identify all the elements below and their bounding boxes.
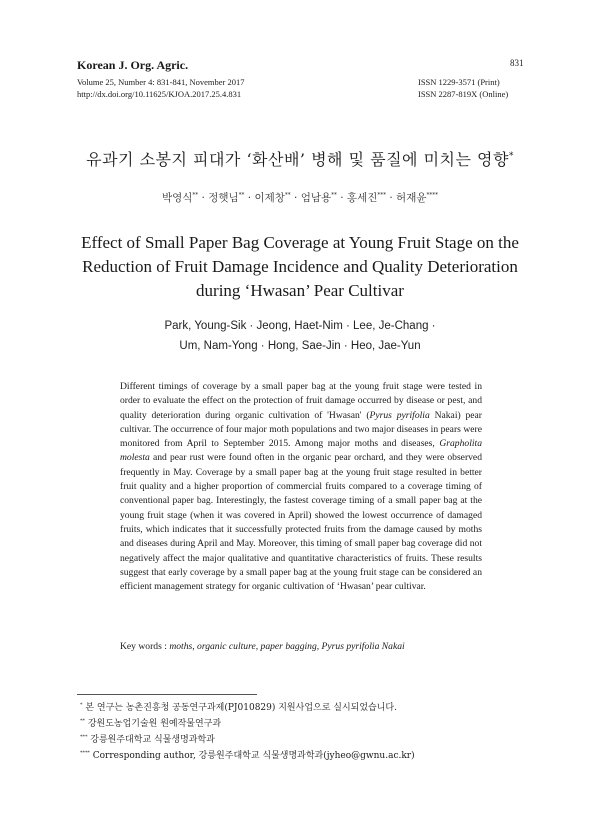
english-authors-line1: Park, Young-Sik · Jeong, Haet-Nim · Lee, Je-Chang · xyxy=(164,320,436,332)
keywords-text: moths, organic culture, paper bagging, Pyrus pyrifolia Nakai xyxy=(169,641,405,652)
footnote-text: 강릉원주대학교 식물생명과학과 xyxy=(90,735,215,745)
keywords xyxy=(120,641,482,652)
footnote-mark: ** xyxy=(80,718,85,724)
keywords-label: Key words : xyxy=(120,641,167,652)
issn-print: ISSN 1229-3571 (Print) xyxy=(418,77,500,87)
abstract xyxy=(120,380,482,594)
journal-name: Korean J. Org. Agric. xyxy=(77,58,189,72)
author-separator: · xyxy=(247,192,252,204)
author-name: 박영식 xyxy=(161,192,193,204)
footnote-corresponding xyxy=(80,748,415,761)
author-name: 이제창 xyxy=(254,192,285,204)
korean-title-mark: * xyxy=(508,151,514,162)
author-mark: ** xyxy=(192,192,199,199)
footnote-mark: * xyxy=(80,702,83,708)
abstract-paragraph xyxy=(120,380,482,594)
korean-authors xyxy=(0,190,600,205)
abstract-species-2: Grapholita molesta xyxy=(120,438,482,464)
doi-link[interactable]: http://dx.doi.org/10.11625/KJOA.2017.25.4.831 xyxy=(77,89,242,99)
author-separator: · xyxy=(389,192,393,204)
footnote-divider xyxy=(77,694,257,695)
abstract-text-1: Different timings of coverage by a small paper bag at the young fruit stage were tested in order to evaluate the effect on the protection of fruit damage occurred by disease or pest, and quality deterioration during organic cultivation of 'Hwasan' ( xyxy=(120,381,482,421)
author-separator: · xyxy=(201,192,205,204)
page-number: 831 xyxy=(510,58,524,68)
abstract-species-1: Pyrus pyrifolia xyxy=(369,409,430,421)
footnote-mark: **** xyxy=(80,750,90,756)
footnote-affiliation-2 xyxy=(80,732,215,745)
footnote-text[interactable]: Corresponding author, 강릉원주대학교 식물생명과학과(jyheo@gwnu.ac.kr) xyxy=(92,751,415,761)
footnote-text: 강원도농업기술원 원예작물연구과 xyxy=(87,719,222,729)
author-mark: ** xyxy=(284,192,291,199)
english-authors xyxy=(80,316,520,356)
author-name: 엄남용 xyxy=(300,192,332,204)
footnote-mark: *** xyxy=(80,734,88,740)
footnote-funding xyxy=(80,700,397,713)
korean-title-text: 유과기 소봉지 피대가 ‘화산배’ 병해 및 품질에 미치는 영향 xyxy=(86,150,509,169)
korean-title xyxy=(0,147,600,170)
english-authors-line2: Um, Nam-Yong · Hong, Sae-Jin · Heo, Jae-Yun xyxy=(179,340,421,352)
abstract-text-3: and pear rust were found often in the organic pear orchard, and they were observed frequently in May. Coverage by a small paper bag at the young fruit stage resulted in better fruit quality and a higher proportion of commercial fruits compared to a coverage timing of conventional paper bag. Interestingly, the fastest coverage timing of a small paper bag at the young fruit stage (when it was covered in April) showed the lowest occurrence of damaged fruits, which indicates that it successfully protected fruits from the damage caused by moths and diseases during April and May. Moreover, this timing of small paper bag coverage did not negatively affect the major qualitative and quantitative characteristics of fruits. These results suggest that early coverage by a small paper bag at the young fruit stage can be considered an efficient management strategy for organic cultivation of ‘Hwasan’ pear cultivar. xyxy=(120,452,482,593)
author-separator: · xyxy=(294,192,298,204)
abstract-text-2: Nakai) pear cultivar. The occurrence of four major moth populations and two major diseases in pears were monitored from April to September 2015. Among major moths and diseases, xyxy=(120,409,482,450)
footnote-affiliation-1 xyxy=(80,716,221,729)
author-name: 허재윤 xyxy=(396,192,427,204)
author-name: 정햇님 xyxy=(208,192,239,204)
volume-line: Volume 25, Number 4: 831-841, November 2017 xyxy=(77,77,245,87)
author-mark: ** xyxy=(238,192,245,199)
english-title: Effect of Small Paper Bag Coverage at Young Fruit Stage on the Reduction of Fruit Damage Incidence and Quality Deterioration during ‘Hwasan’ Pear Cultivar xyxy=(81,233,519,300)
author-mark: ** xyxy=(331,192,337,199)
footnote-text: 본 연구는 농촌진흥청 공동연구과제(PJ010829) 지원사업으로 실시되었습니다. xyxy=(85,703,397,713)
author-mark: **** xyxy=(426,192,439,199)
author-separator: · xyxy=(340,192,344,204)
author-name: 홍세진 xyxy=(346,192,378,204)
author-mark: *** xyxy=(377,192,387,199)
issn-online: ISSN 2287-819X (Online) xyxy=(418,89,509,99)
